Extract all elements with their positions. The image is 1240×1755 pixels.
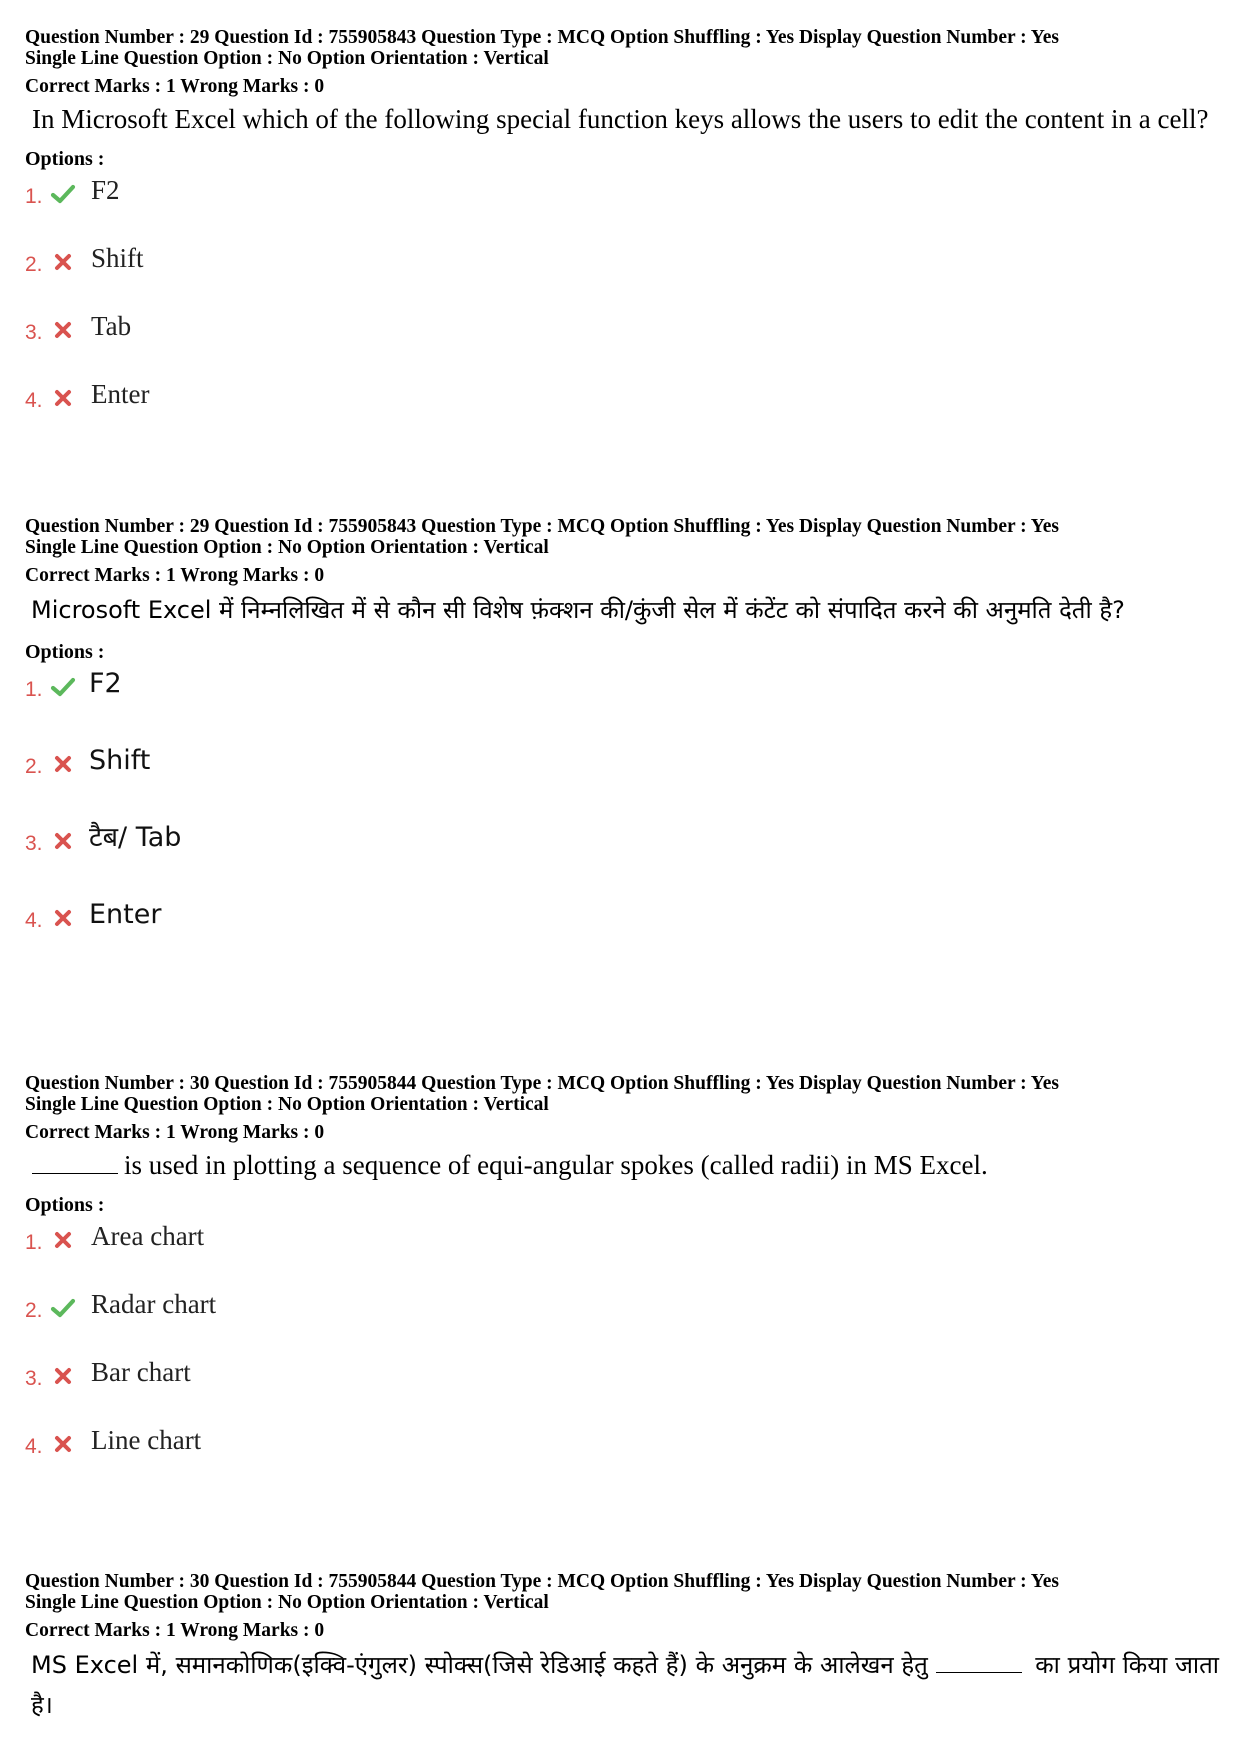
option-item [25,820,625,860]
question-meta-line1: Question Number : 29 Question Id : 755905843 Question Type : MCQ Option Shuffling : Yes Display Question Number : Yes [25,27,1059,48]
question-text [25,1645,1219,1725]
option-number: 1. [25,1231,43,1254]
option-item [25,743,625,783]
option-text: Enter [91,379,150,409]
question-text-after: का प्रयोग किया जाता है। [31,1651,1219,1719]
fill-in-blank [32,1147,118,1174]
options-label: Options : [25,641,105,663]
cross-icon [50,905,76,931]
option-text: टैब/ Tab [89,822,182,853]
option-number: 3. [25,832,43,855]
cross-icon [50,317,76,343]
option-item [25,897,625,937]
question-block-30-hi [25,1571,1225,1725]
option-text: F2 [89,668,122,699]
question-text [25,1147,1225,1183]
option-number: 3. [25,321,43,344]
question-block-29-en [25,27,1225,431]
option-item [25,1219,625,1259]
cross-icon [50,1431,76,1457]
cross-icon [50,751,76,777]
cross-icon [50,1227,76,1253]
options-list [25,171,1225,431]
option-number: 1. [25,185,43,208]
fill-in-blank [936,1646,1022,1673]
cross-icon [50,828,76,854]
option-item [25,309,625,349]
option-number: 3. [25,1367,43,1390]
question-marks: Correct Marks : 1 Wrong Marks : 0 [25,1122,325,1143]
cross-icon [50,385,76,411]
option-item [25,1355,625,1395]
option-text: Shift [91,243,144,273]
option-number: 4. [25,909,43,932]
cross-icon [50,249,76,275]
question-meta-line2: Single Line Question Option : No Option Orientation : Vertical [25,537,549,558]
option-text: Bar chart [91,1357,191,1387]
question-marks: Correct Marks : 1 Wrong Marks : 0 [25,1620,325,1641]
options-label: Options : [25,148,105,170]
option-item [25,1423,625,1463]
option-text: Radar chart [91,1289,217,1319]
question-meta-line1: Question Number : 30 Question Id : 755905844 Question Type : MCQ Option Shuffling : Yes Display Question Number : Yes [25,1571,1059,1592]
option-text: F2 [91,175,120,205]
option-text: Shift [89,745,151,776]
option-text: Area chart [91,1221,205,1251]
question-block-30-en [25,1073,1225,1487]
option-text: Tab [91,311,132,341]
option-number: 4. [25,1435,43,1458]
options-label: Options : [25,1194,105,1216]
option-item [25,173,625,213]
options-list [25,664,1225,944]
option-text: Line chart [91,1425,202,1455]
option-number: 4. [25,389,43,412]
check-icon [50,1295,76,1321]
question-text-body: is used in plotting a sequence of equi-angular spokes (called radii) in MS Excel. [124,1150,988,1180]
question-meta-line2: Single Line Question Option : No Option Orientation : Vertical [25,1592,549,1613]
option-number: 2. [25,1299,43,1322]
check-icon [50,674,76,700]
question-text: Microsoft Excel में निम्नलिखित में से कौन सी विशेष फ़ंक्शन की/कुंजी सेल में कंटेंट को संपादित करने की अनुमति देती है? [31,596,1125,624]
option-item [25,666,625,706]
question-text-before: MS Excel में, समानकोणिक(इक्वि-एंगुलर) स्पोक्स(जिसे रेडिआई कहते हैं) के अनुक्रम के आलेखन हेतु [31,1651,928,1679]
question-meta-line1: Question Number : 29 Question Id : 755905843 Question Type : MCQ Option Shuffling : Yes Display Question Number : Yes [25,516,1059,537]
question-meta-line2: Single Line Question Option : No Option Orientation : Vertical [25,48,549,69]
option-text: Enter [89,899,162,930]
option-item [25,377,625,417]
option-number: 1. [25,678,43,701]
option-item [25,1287,625,1327]
options-list [25,1217,1225,1487]
check-icon [50,181,76,207]
option-number: 2. [25,755,43,778]
option-item [25,241,625,281]
option-number: 2. [25,253,43,276]
question-meta-line2: Single Line Question Option : No Option Orientation : Vertical [25,1094,549,1115]
question-block-29-hi [25,516,1225,944]
question-text: In Microsoft Excel which of the following special function keys allows the users to edit the content in a cell? [32,104,1209,134]
cross-icon [50,1363,76,1389]
question-marks: Correct Marks : 1 Wrong Marks : 0 [25,565,325,586]
question-marks: Correct Marks : 1 Wrong Marks : 0 [25,76,325,97]
question-meta-line1: Question Number : 30 Question Id : 755905844 Question Type : MCQ Option Shuffling : Yes Display Question Number : Yes [25,1073,1059,1094]
